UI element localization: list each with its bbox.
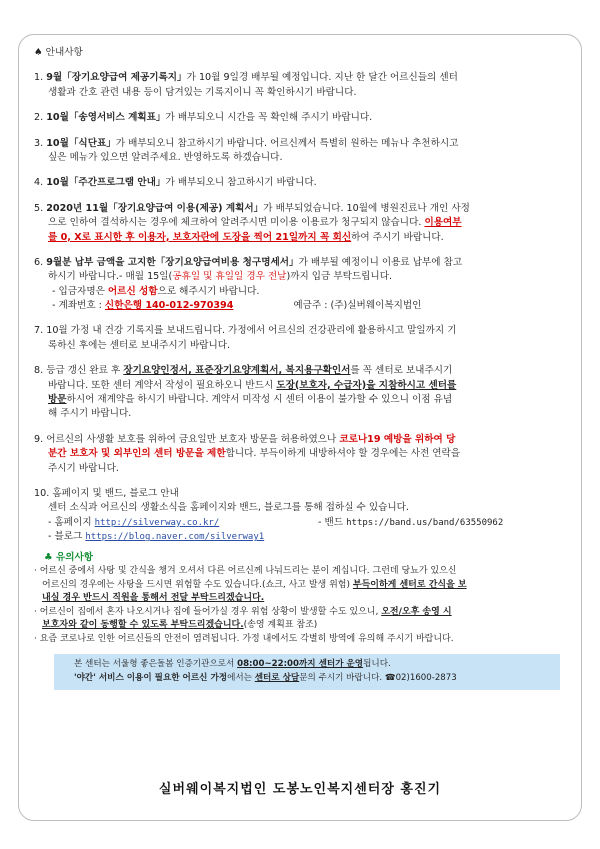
notice-item-8: [34, 364, 570, 422]
band-label: - 밴드: [318, 516, 347, 528]
item-text: 하시어 재계약을 하시기 바랍니다. 계약서 미작성 시 센터 이용이 불가할 수 있으니 이점 유념: [66, 394, 453, 406]
item-text: 하시기 바랍니다.- 매월 15일(: [48, 271, 173, 283]
spade-icon: ♠: [34, 47, 43, 58]
info-text: 본 센터는 서울형 좋은돌봄 인증기관으로서: [74, 659, 238, 670]
item-number: 8.: [34, 365, 44, 377]
caution-notes: [34, 565, 570, 646]
info-highlight: 08:00~22:00까지 센터가 운영: [237, 659, 364, 670]
item-title: 10월「송영서비스 계획표」: [46, 112, 166, 124]
account-number: 신한은행 140-012-970394: [104, 300, 234, 312]
item-text: 가 배부되었습니다. 10월에 병원진료나 개인 사정: [263, 202, 470, 214]
account-label: - 계좌번호 :: [52, 300, 105, 312]
info-text: 에서는: [227, 673, 255, 684]
item-number: 10.: [34, 487, 50, 499]
notice-item-1: [34, 71, 570, 100]
homepage-label: - 홈페이지: [48, 516, 95, 528]
item-text: 하여 주시기 바랍니다.: [351, 231, 444, 243]
caution-text: (송영 계획표 참조): [243, 620, 318, 631]
item-number: 4.: [34, 177, 44, 189]
item-title: 9월「장기요양급여 제공기록지」: [46, 72, 187, 84]
item-text: 10월 가정 내 건강 기록지를 보내드립니다. 가정에서 어르신의 건강관리에 활용하시고 말일까지 기: [46, 325, 457, 337]
caution-text: · 어르신이 집에서 혼자 나오시거나 집에 들어가실 경우 위험 상황이 발생할 수도 있으니,: [34, 606, 382, 617]
info-highlight: '야간' 서비스 이용이 필요한 어르신 가정: [74, 673, 228, 684]
item-highlight: 도장(보호자, 수급자)을 지참하시고 센터를: [276, 379, 457, 391]
item-text: 합니다. 부득이하게 내방하셔야 할 경우에는 사전 연락을: [225, 448, 461, 460]
item-text: 록하신 후에는 센터로 보내주시기 바랍니다.: [48, 339, 231, 351]
item-highlight: 공휴일 및 휴일일 경우 전날: [172, 271, 287, 283]
notice-item-10: [34, 487, 570, 545]
phone-number: 02)1600-2873: [395, 673, 457, 684]
item-text: 등급 갱신 완료 후: [46, 365, 124, 377]
item-number: 9.: [34, 433, 44, 445]
item-text: 가 배부될 예정이니 이용료 납부에 참고: [298, 256, 463, 268]
signature: 실버웨이복지법인 도봉노인복지센터장 홍진기: [158, 782, 442, 797]
item-number: 2.: [34, 112, 44, 124]
item-text: )까지 입금 부탁드립니다.: [286, 271, 393, 283]
item-text: 가 배부되오니 참고하시기 바랍니다.: [165, 177, 317, 189]
blog-label: - 블로그: [48, 531, 86, 543]
caution-header: [34, 551, 570, 565]
caution-highlight: 보호자와 같이 동행할 수 있도록 부탁드리겠습니다.: [42, 620, 244, 631]
item-text: 가 배부되오니 참고하시기 바랍니다. 어르신께서 특별히 원하는 메뉴나 추천하시고: [115, 137, 459, 149]
item-highlight: 장기요양인정서, 표준장기요양계획서, 복지용구확인서: [123, 365, 351, 377]
operating-hours-box: [54, 654, 560, 689]
notice-item-3: [34, 137, 570, 166]
notice-item-7: [34, 324, 570, 353]
item-text: 싶은 메뉴가 있으면 알려주세요. 반영하도록 하겠습니다.: [48, 151, 283, 163]
item-highlight: 어르신 성함: [107, 285, 158, 297]
bank-account-row: [34, 299, 570, 313]
item-text: 해 주시기 바랍니다.: [48, 408, 132, 420]
item-highlight: 코로나19 예방을 위하여 당: [339, 433, 456, 445]
item-title: 10월「주간프로그램 안내」: [46, 177, 166, 189]
phone-icon: ☎: [384, 673, 396, 684]
item-text: 센터 소식과 어르신의 생활소식을 홈페이지와 밴드, 블로그를 통해 접하실 수 있습니다.: [48, 502, 409, 514]
caution-text: · 요즘 코로나로 인한 어르신들의 안전이 염려됩니다. 가정 내에서도 각별히 방역에 유의해 주시기 바랍니다.: [34, 633, 454, 644]
info-text: 문의 주시기 바랍니다.: [299, 673, 383, 684]
item-title: 10월「식단표」: [46, 137, 116, 149]
item-number: 5.: [34, 202, 44, 214]
caution-title: 유의사항: [55, 551, 94, 563]
item-highlight: 를 0, X로 표시한 후 이용자, 보호자란에 도장을 찍어 21일까지 꼭 회신: [48, 231, 352, 243]
item-number: 1.: [34, 72, 44, 84]
caution-highlight: 내실 경우 반드시 직원을 통해서 전달 부탁드리겠습니다.: [42, 593, 265, 604]
item-number: 7.: [34, 325, 44, 337]
band-link[interactable]: https://band.us/band/63550962: [346, 517, 504, 528]
account-holder: 예금주 : (주)실버웨이복지법인: [293, 300, 422, 312]
item-number: 3.: [34, 137, 44, 149]
item-text: 으로 해주시기 바랍니다.: [157, 285, 260, 297]
notice-item-9: [34, 433, 570, 476]
item-number: 6.: [34, 256, 44, 268]
notice-item-4: [34, 176, 570, 190]
item-text: 어르신의 사생활 보호를 위하여 금요일만 보호자 방문을 허용하였으나: [46, 433, 340, 445]
item-highlight: 분간 보호자 및 외부인의 센터 방문을 제한: [48, 448, 226, 460]
notice-item-2: [34, 111, 570, 125]
notice-header: [34, 46, 570, 60]
item-text: - 입금자명은: [52, 285, 108, 297]
item-title: 9월분 납부 금액을 고지한「장기요양급여비용 청구명세서」: [46, 256, 299, 268]
homepage-band-row: [34, 516, 570, 531]
item-text: 으로 인하여 결석하시는 경우에 체크하여 알려주시면 미이용 이용료가 청구되지 않습니다.: [48, 217, 425, 229]
item-title: 홈페이지 및 밴드, 블로그 안내: [52, 487, 179, 499]
item-text: 가 배부되오니 시간을 꼭 확인해 주시기 바랍니다.: [165, 112, 373, 124]
caution-text: 어르신의 경우에는 사탕을 드시면 위험할 수도 있습니다.(쇼크, 사고 발생 위험): [42, 579, 353, 590]
notice-item-5: [34, 202, 570, 245]
item-text: 생활과 간호 관련 내용 등이 담겨있는 기록지이니 꼭 확인하시기 바랍니다.: [48, 86, 357, 98]
item-text: 가 10월 9일경 배부될 예정입니다. 지난 한 달간 어르신들의 센터: [186, 72, 458, 84]
notice-content: [34, 46, 570, 690]
item-text: 주시기 바랍니다.: [48, 462, 119, 474]
item-text: 바랍니다. 또한 센터 계약서 작성이 필요하오니 반드시: [48, 379, 277, 391]
info-text: 됩니다.: [363, 659, 391, 670]
item-highlight: 이용여부: [424, 217, 462, 229]
blog-link[interactable]: https://blog.naver.com/silverway1: [85, 532, 265, 543]
caution-highlight: 부득이하게 센터로 간식을 보: [352, 579, 467, 590]
info-highlight: 센터로 상담: [254, 673, 300, 684]
caution-text: · 어르신 중에서 사탕 및 간식을 챙겨 오셔서 다른 어르신께 나눠드리는 분이 계십니다. 그런데 당뇨가 있으신: [34, 566, 457, 577]
club-icon: ♣: [44, 551, 53, 563]
notice-title: 안내사항: [45, 47, 83, 58]
caution-highlight: 오전/오후 송영 시: [381, 606, 452, 617]
item-title: 2020년 11월「장기요양급여 이용(제공) 계획서」: [46, 202, 264, 214]
item-text: 를 꼭 센터로 보내주시기: [350, 365, 453, 377]
homepage-link[interactable]: http://silverway.co.kr/: [94, 517, 220, 528]
item-highlight: 방문: [48, 394, 67, 406]
notice-item-6: [34, 256, 570, 314]
